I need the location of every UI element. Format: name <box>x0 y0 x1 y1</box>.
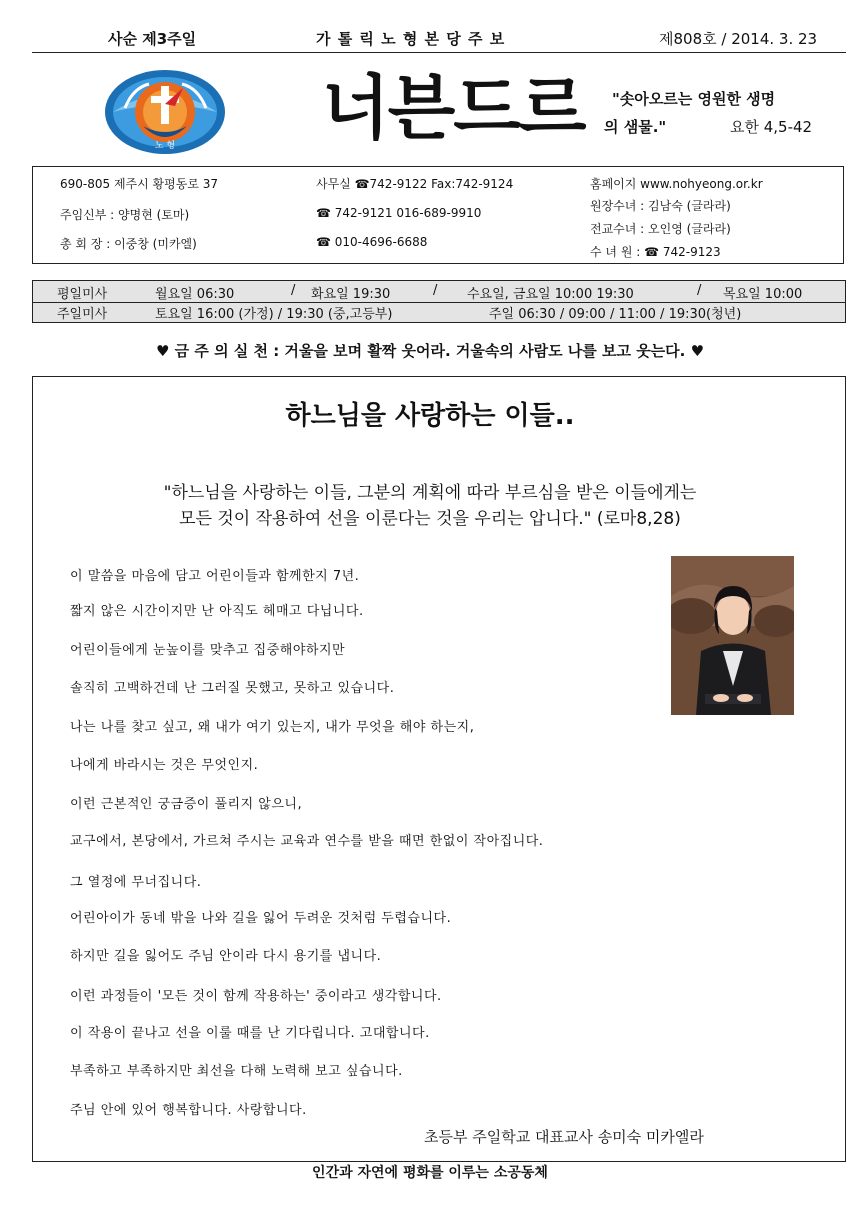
article-line: 주님 안에 있어 행복합니다. 사랑합니다. <box>70 1103 307 1118</box>
gospel-quote-continued: 의 샘물." <box>604 118 667 136</box>
separator: / <box>697 283 702 298</box>
article-line: 나에게 바라시는 것은 무엇인지. <box>70 758 259 773</box>
pastor-phone: ☎ 742-9121 016-689-9910 <box>316 206 482 220</box>
saturday-mass: 토요일 16:00 (가정) / 19:30 (중,고등부) <box>155 307 393 322</box>
masthead-line <box>32 28 846 50</box>
gospel-quote: "솟아오르는 영원한 생명 <box>612 90 776 108</box>
weekday-mass-label: 평일미사 <box>57 287 108 302</box>
article-line: 부족하고 부족하지만 최선을 다해 노력해 보고 싶습니다. <box>70 1064 403 1079</box>
weekly-practice: ♥ 금 주 의 실 천 : 거울을 보며 활짝 웃어라. 거울속의 사람도 나를 보고 웃는다. ♥ <box>155 342 705 360</box>
article-line: 이 말씀을 마음에 담고 어린이들과 함께한지 7년. <box>70 569 360 584</box>
tuesday-mass: 화요일 19:30 <box>311 287 391 302</box>
footer-motto: 인간과 자연에 평화를 이루는 소공동체 <box>312 1165 548 1181</box>
gospel-reference: 요한 4,5-42 <box>730 118 813 136</box>
thursday-mass: 목요일 10:00 <box>723 287 803 302</box>
pastor: 주임신부 : 양명현 (토마) <box>60 208 190 222</box>
article-headline: 하느님을 사랑하는 이들.. <box>285 401 575 431</box>
office-phone: 사무실 ☎742-9122 Fax:742-9124 <box>316 177 514 191</box>
article-line: 그 열정에 무너집니다. <box>70 875 202 890</box>
liturgical-week: 사순 제3주일 <box>108 30 197 48</box>
article-line: 솔직히 고백하건데 난 그러질 못했고, 못하고 있습니다. <box>70 681 395 696</box>
sunday-mass-label: 주일미사 <box>57 307 108 322</box>
superior-sister: 원장수녀 : 김남숙 (글라라) <box>590 199 731 213</box>
teacher-photo <box>671 556 794 715</box>
address: 690-805 제주시 황평동로 37 <box>60 177 218 191</box>
mass-schedule <box>32 280 846 323</box>
convent-phone: 수 녀 원 : ☎ 742-9123 <box>590 245 721 259</box>
article-line: 이 작용이 끝나고 선을 이룰 때를 난 기다립니다. 고대합니다. <box>70 1026 430 1041</box>
author-signature: 초등부 주일학교 대표교사 송미숙 미카엘라 <box>424 1128 704 1146</box>
separator: / <box>291 283 296 298</box>
article-line: 짧지 않은 시간이지만 난 아직도 헤매고 다닙니다. <box>70 604 364 619</box>
article-line: 이런 과정들이 '모든 것이 함께 작용하는' 중이라고 생각합니다. <box>70 989 442 1004</box>
publication-name: 가 톨 릭 노 형 본 당 주 보 <box>316 30 506 48</box>
sunday-mass: 주일 06:30 / 09:00 / 11:00 / 19:30(청년) <box>489 307 742 322</box>
article-line: 교구에서, 본당에서, 가르쳐 주시는 교육과 연수를 받을 때면 한없이 작아집니다. <box>70 834 544 849</box>
mission-sister: 전교수녀 : 오인영 (글라라) <box>590 222 731 236</box>
scripture-verse-continued: 모든 것이 작용하여 선을 이룬다는 것을 우리는 압니다." (로마8,28) <box>179 509 681 529</box>
article-line: 나는 나를 찾고 싶고, 왜 내가 여기 있는지, 내가 무엇을 해야 하는지, <box>70 720 475 735</box>
weekday-mass-row <box>33 281 845 303</box>
homepage: 홈페이지 www.nohyeong.or.kr <box>590 177 763 191</box>
council-president: 총 회 장 : 이중창 (미카엘) <box>60 237 197 251</box>
masthead-rule <box>32 52 846 53</box>
sunday-mass-row <box>33 302 845 322</box>
president-phone: ☎ 010-4696-6688 <box>316 235 428 249</box>
logo-text: 노 형 <box>154 141 176 151</box>
issue-date: 제808호 / 2014. 3. 23 <box>659 30 818 48</box>
bulletin-title: 너븐드르 <box>322 67 585 149</box>
article-line: 어린아이가 동네 밖을 나와 길을 잃어 두려운 것처럼 두렵습니다. <box>70 911 452 926</box>
wed-fri-mass: 수요일, 금요일 10:00 19:30 <box>467 287 634 302</box>
article-line: 이런 근본적인 궁금증이 풀리지 않으니, <box>70 797 303 812</box>
article-line: 어린이들에게 눈높이를 맞추고 집중해야하지만 <box>70 643 346 658</box>
monday-mass: 월요일 06:30 <box>155 287 235 302</box>
scripture-verse: "하느님을 사랑하는 이들, 그분의 계획에 따라 부르심을 받은 이들에게는 <box>163 483 697 503</box>
parish-logo <box>103 68 228 156</box>
article-line: 하지만 길을 잃어도 주님 안이라 다시 용기를 냅니다. <box>70 949 382 964</box>
separator: / <box>433 283 438 298</box>
